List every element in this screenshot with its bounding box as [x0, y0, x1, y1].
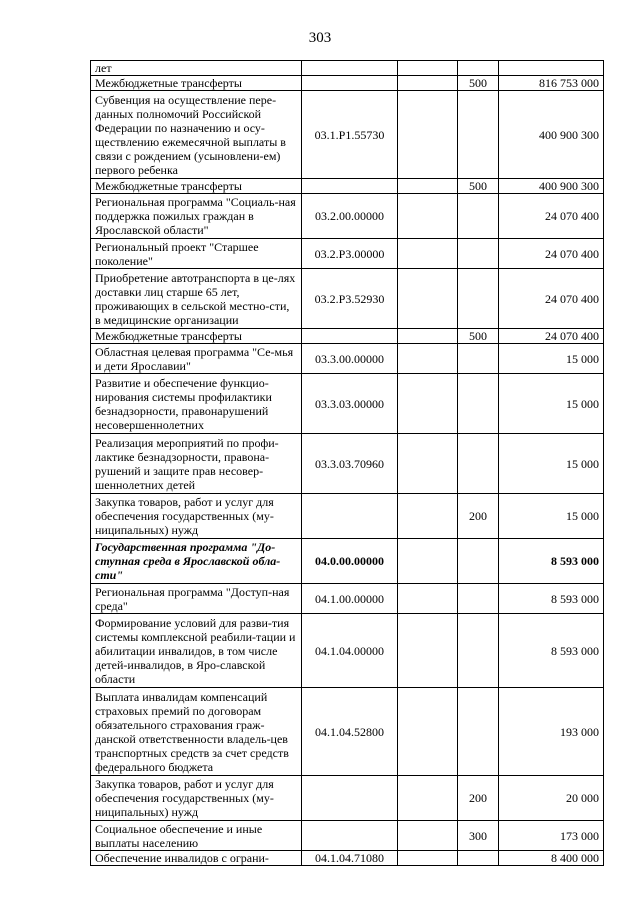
row-name-cell: Формирование условий для разви-тия системы комплексной реабили-тации и абилитации инвалидов, в том числе детей-инвалидов, в Яро-славской области — [91, 614, 302, 688]
table-row — [91, 91, 604, 179]
row-type-cell — [458, 91, 499, 179]
row-sum-cell: 193 000 — [499, 688, 604, 776]
row-sum-cell: 24 070 400 — [499, 329, 604, 344]
row-name-cell: Приобретение автотранспорта в це-лях доставки лиц старше 65 лет, проживающих в сельской местно-сти, в медицинские организации — [91, 269, 302, 329]
budget-table-body — [91, 61, 604, 866]
row-type-cell — [458, 851, 499, 866]
row-sum-cell: 400 900 300 — [499, 91, 604, 179]
row-name-cell: Субвенция на осуществление пере-данных полномочий Российской Федерации по назначению и осу-ществлению ежемесячной выплаты в связи с рождением (усыновлени-ем) первого ребенка — [91, 91, 302, 179]
row-sum-cell: 24 070 400 — [499, 269, 604, 329]
row-name-cell: Реализация мероприятий по профи-лактике безнадзорности, правона-рушений и защите прав несовер-шеннолетних детей — [91, 434, 302, 494]
row-code-cell: 03.3.00.00000 — [302, 344, 398, 374]
row-sum-cell: 8 593 000 — [499, 539, 604, 584]
row-name-cell: Обеспечение инвалидов с ограни- — [91, 851, 302, 866]
row-sum-cell: 8 593 000 — [499, 614, 604, 688]
row-empty-cell — [398, 851, 458, 866]
table-row — [91, 851, 604, 866]
row-empty-cell — [398, 329, 458, 344]
row-empty-cell — [398, 194, 458, 239]
row-sum-cell: 24 070 400 — [499, 194, 604, 239]
row-type-cell — [458, 344, 499, 374]
table-row — [91, 374, 604, 434]
row-sum-cell: 8 400 000 — [499, 851, 604, 866]
table-row — [91, 61, 604, 76]
table-row — [91, 776, 604, 821]
row-type-cell — [458, 374, 499, 434]
table-row — [91, 688, 604, 776]
table-row — [91, 179, 604, 194]
row-empty-cell — [398, 374, 458, 434]
row-empty-cell — [398, 91, 458, 179]
table-row — [91, 269, 604, 329]
row-type-cell: 500 — [458, 76, 499, 91]
row-type-cell — [458, 539, 499, 584]
row-sum-cell: 8 593 000 — [499, 584, 604, 614]
row-code-cell — [302, 329, 398, 344]
row-sum-cell: 15 000 — [499, 374, 604, 434]
row-name-cell: Межбюджетные трансферты — [91, 329, 302, 344]
table-row — [91, 821, 604, 851]
row-code-cell — [302, 494, 398, 539]
table-row — [91, 494, 604, 539]
row-sum-cell: 20 000 — [499, 776, 604, 821]
row-type-cell — [458, 194, 499, 239]
row-type-cell: 500 — [458, 329, 499, 344]
row-code-cell: 03.3.03.70960 — [302, 434, 398, 494]
row-type-cell — [458, 434, 499, 494]
row-type-cell: 200 — [458, 494, 499, 539]
table-row — [91, 539, 604, 584]
row-empty-cell — [398, 821, 458, 851]
row-sum-cell: 15 000 — [499, 434, 604, 494]
row-sum-cell: 24 070 400 — [499, 239, 604, 269]
row-code-cell: 04.1.00.00000 — [302, 584, 398, 614]
row-name-cell: Региональная программа "Доступ-ная среда" — [91, 584, 302, 614]
row-sum-cell: 15 000 — [499, 494, 604, 539]
row-empty-cell — [398, 584, 458, 614]
row-code-cell — [302, 179, 398, 194]
row-code-cell: 04.0.00.00000 — [302, 539, 398, 584]
row-sum-cell: 15 000 — [499, 344, 604, 374]
row-empty-cell — [398, 614, 458, 688]
row-empty-cell — [398, 61, 458, 76]
table-row — [91, 344, 604, 374]
row-sum-cell: 400 900 300 — [499, 179, 604, 194]
table-row — [91, 584, 604, 614]
row-sum-cell — [499, 61, 604, 76]
row-code-cell — [302, 76, 398, 91]
row-name-cell: Межбюджетные трансферты — [91, 179, 302, 194]
row-code-cell: 04.1.04.00000 — [302, 614, 398, 688]
row-name-cell: Закупка товаров, работ и услуг для обеспечения государственных (му-ниципальных) нужд — [91, 776, 302, 821]
table-row — [91, 239, 604, 269]
row-sum-cell: 816 753 000 — [499, 76, 604, 91]
budget-table — [90, 60, 604, 866]
row-name-cell: Региональный проект "Старшее поколение" — [91, 239, 302, 269]
row-type-cell: 300 — [458, 821, 499, 851]
row-empty-cell — [398, 434, 458, 494]
row-code-cell: 03.1.P1.55730 — [302, 91, 398, 179]
row-name-cell: лет — [91, 61, 302, 76]
row-type-cell — [458, 269, 499, 329]
row-empty-cell — [398, 269, 458, 329]
row-code-cell: 03.2.00.00000 — [302, 194, 398, 239]
row-empty-cell — [398, 494, 458, 539]
row-type-cell — [458, 614, 499, 688]
table-row — [91, 194, 604, 239]
table-row — [91, 329, 604, 344]
row-empty-cell — [398, 539, 458, 584]
row-name-cell: Региональная программа "Социаль-ная поддержка пожилых граждан в Ярославской области" — [91, 194, 302, 239]
row-code-cell — [302, 821, 398, 851]
row-empty-cell — [398, 688, 458, 776]
row-code-cell: 03.2.P3.52930 — [302, 269, 398, 329]
row-name-cell: Выплата инвалидам компенсаций страховых премий по договорам обязательного страхования граж-данской ответственности владель-цев транспортных средств за счет средств федерального бюджета — [91, 688, 302, 776]
row-empty-cell — [398, 776, 458, 821]
row-code-cell: 03.2.P3.00000 — [302, 239, 398, 269]
row-name-cell: Областная целевая программа "Се-мья и дети Ярославии" — [91, 344, 302, 374]
table-row — [91, 614, 604, 688]
row-empty-cell — [398, 179, 458, 194]
row-type-cell — [458, 688, 499, 776]
row-type-cell — [458, 584, 499, 614]
row-name-cell: Межбюджетные трансферты — [91, 76, 302, 91]
table-row — [91, 434, 604, 494]
row-type-cell — [458, 239, 499, 269]
row-type-cell: 200 — [458, 776, 499, 821]
row-code-cell: 03.3.03.00000 — [302, 374, 398, 434]
row-name-cell: Социальное обеспечение и иные выплаты населению — [91, 821, 302, 851]
row-code-cell — [302, 61, 398, 76]
row-code-cell — [302, 776, 398, 821]
row-code-cell: 04.1.04.71080 — [302, 851, 398, 866]
row-sum-cell: 173 000 — [499, 821, 604, 851]
row-empty-cell — [398, 239, 458, 269]
row-empty-cell — [398, 76, 458, 91]
row-empty-cell — [398, 344, 458, 374]
row-name-cell: Государственная программа "До-ступная среда в Ярославской обла-сти" — [91, 539, 302, 584]
table-row — [91, 76, 604, 91]
row-type-cell — [458, 61, 499, 76]
row-name-cell: Закупка товаров, работ и услуг для обеспечения государственных (му-ниципальных) нужд — [91, 494, 302, 539]
row-name-cell: Развитие и обеспечение функцио-нирования системы профилактики безнадзорности, правонарушений несовершеннолетних — [91, 374, 302, 434]
row-code-cell: 04.1.04.52800 — [302, 688, 398, 776]
page-number: 303 — [308, 30, 332, 46]
row-type-cell: 500 — [458, 179, 499, 194]
